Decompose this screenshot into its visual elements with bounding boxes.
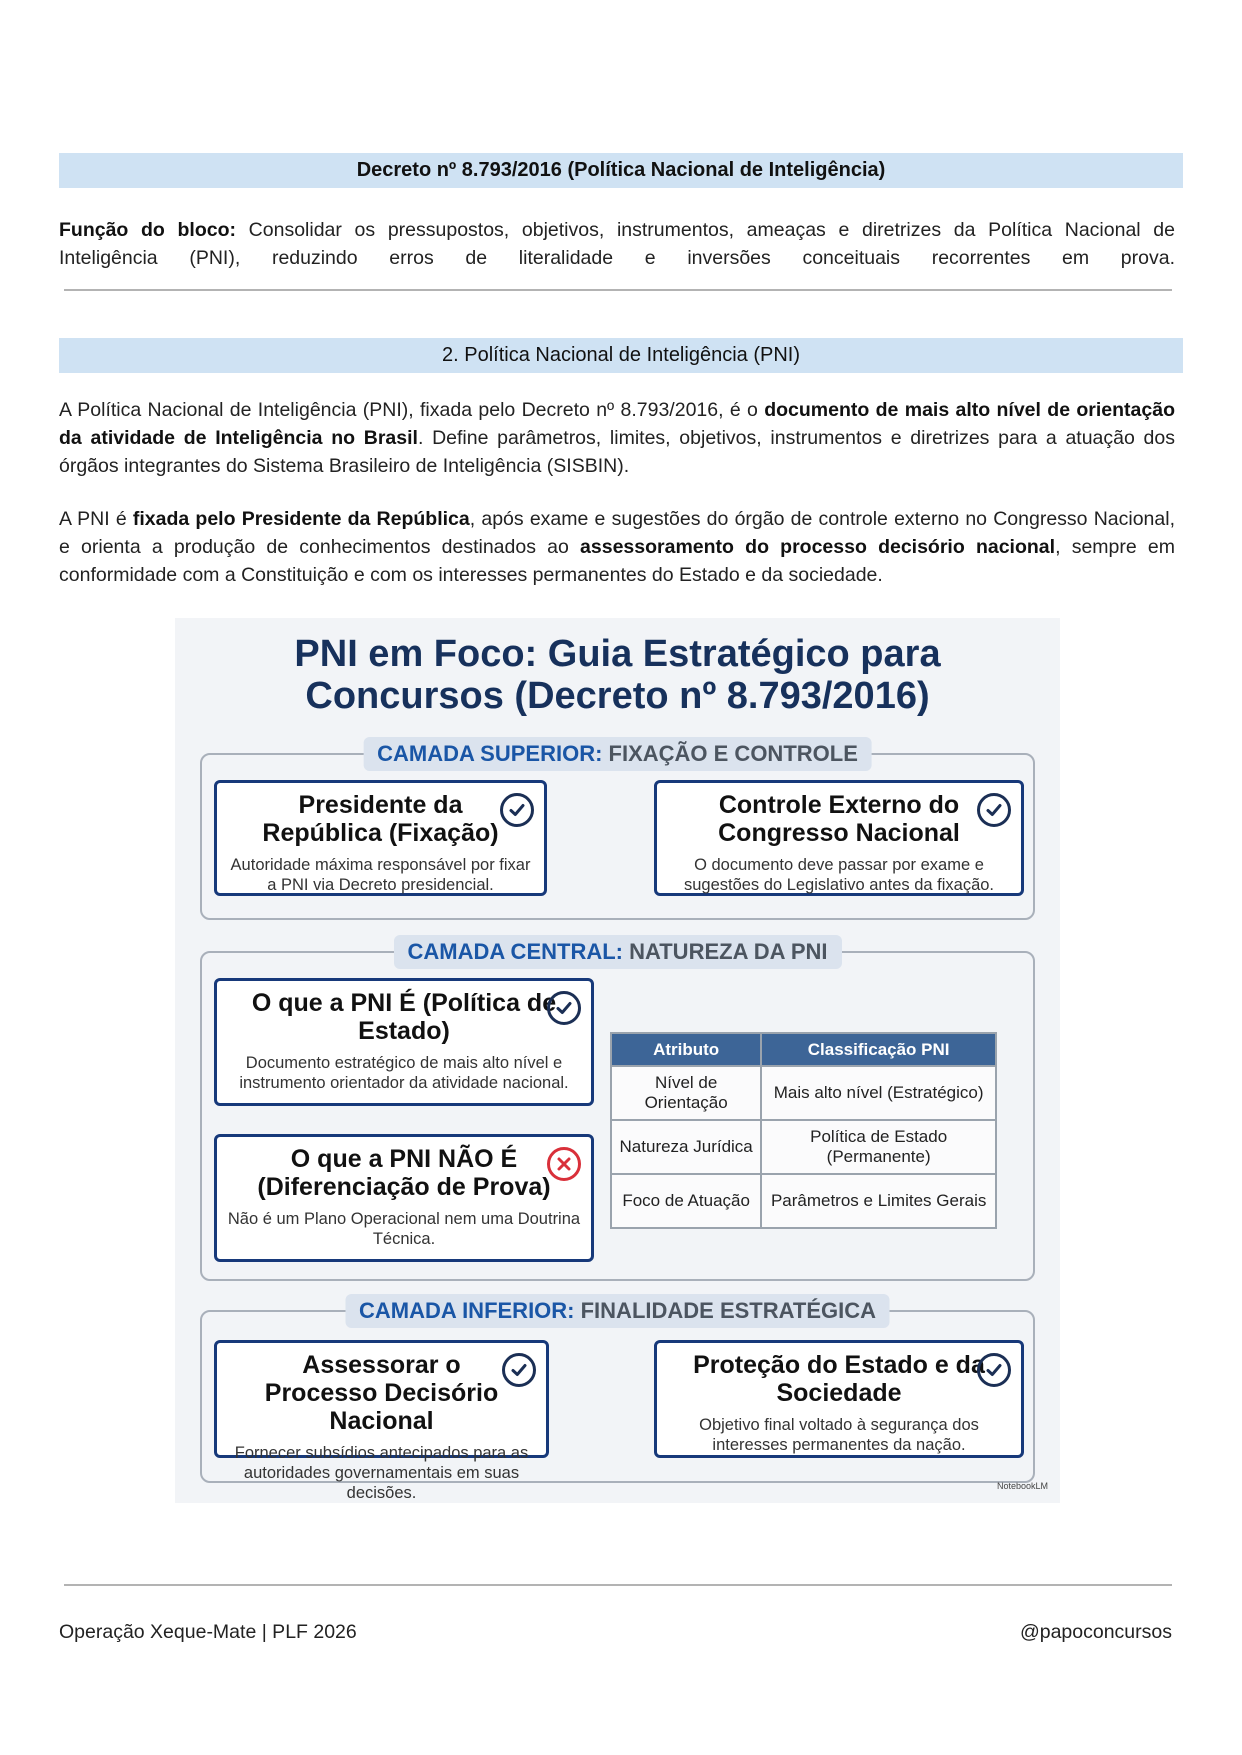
text-segment: , sempre em conformidade com a Constituição e com os interesses permanentes do Estado e da sociedade. bbox=[59, 536, 1175, 586]
card-title: Controle Externo do Congresso Nacional bbox=[718, 791, 960, 847]
footer-divider bbox=[64, 1584, 1172, 1586]
card-assessorar bbox=[214, 1340, 549, 1502]
layer-label bbox=[363, 737, 872, 771]
layer-central bbox=[200, 939, 1035, 1281]
funcao-text: Consolidar os pressupostos, objetivos, instrumentos, ameaças e diretrizes da Política Nacional de Inteligência (PNI), reduzindo erros de literalidade e inversões conceituais recorrentes em prova. bbox=[59, 219, 1175, 269]
card-pni-e bbox=[214, 978, 594, 1106]
card-controle-externo bbox=[654, 780, 1024, 896]
table-row bbox=[611, 1174, 996, 1228]
check-circle-icon bbox=[977, 793, 1011, 827]
table-cell: Parâmetros e Limites Gerais bbox=[761, 1174, 996, 1228]
card-desc: Autoridade máxima responsável por fixar a PNI via Decreto presidencial. bbox=[230, 856, 531, 894]
layer-label-strong: CAMADA INFERIOR: bbox=[359, 1298, 575, 1323]
footer-handle: @papoconcursos bbox=[1019, 1621, 1172, 1643]
pni-attributes-table bbox=[610, 1032, 997, 1229]
card-desc: Não é um Plano Operacional nem uma Doutrina Técnica. bbox=[227, 1210, 581, 1248]
section-title-decreto: Decreto nº 8.793/2016 (Política Nacional de Inteligência) bbox=[59, 153, 1183, 188]
table-cell: Natureza Jurídica bbox=[611, 1120, 761, 1174]
check-circle-icon bbox=[500, 793, 534, 827]
layer-label bbox=[345, 1294, 890, 1328]
check-circle-icon bbox=[502, 1353, 536, 1387]
text-bold: fixada pelo Presidente da República bbox=[132, 508, 470, 530]
card-desc: O documento deve passar por exame e sugestões do Legislativo antes da fixação. bbox=[683, 856, 995, 894]
check-circle-icon bbox=[547, 991, 581, 1025]
table-cell: Mais alto nível (Estratégico) bbox=[761, 1066, 996, 1120]
card-desc: Fornecer subsídios antecipados para as autoridades governamentais em suas decisões. bbox=[234, 1444, 529, 1502]
card-protecao bbox=[654, 1340, 1024, 1458]
text-segment: A Política Nacional de Inteligência (PNI), fixada pelo Decreto nº 8.793/2016, é o bbox=[59, 399, 765, 421]
text-bold: assessoramento do processo decisório nacional bbox=[580, 536, 1056, 558]
infographic-title bbox=[175, 633, 1060, 717]
card-title: O que a PNI É (Política de Estado) bbox=[251, 989, 557, 1045]
text-bold: documento de mais alto nível de orientação da atividade de Inteligência no Brasil bbox=[59, 399, 1175, 449]
layer-label-strong: CAMADA SUPERIOR: bbox=[377, 741, 603, 766]
divider bbox=[64, 289, 1172, 291]
table-cell: Nível de Orientação bbox=[611, 1066, 761, 1120]
pni-paragraph-2 bbox=[59, 505, 1175, 589]
card-title: Presidente da República (Fixação) bbox=[262, 791, 499, 847]
funcao-label: Função do bloco: bbox=[59, 219, 236, 241]
card-title: Proteção do Estado e da Sociedade bbox=[693, 1351, 985, 1407]
footer-title: Operação Xeque-Mate | PLF 2026 bbox=[59, 1621, 357, 1643]
title-line: Concursos (Decreto nº 8.793/2016) bbox=[305, 675, 930, 717]
card-title: Assessorar o Processo Decisório Nacional bbox=[264, 1351, 499, 1435]
title-line: PNI em Foco: Guia Estratégico para bbox=[294, 633, 941, 675]
funcao-paragraph bbox=[59, 216, 1175, 272]
layer-label-strong: CAMADA CENTRAL: bbox=[407, 939, 623, 964]
x-circle-icon bbox=[547, 1147, 581, 1181]
table-cell: Política de Estado (Permanente) bbox=[761, 1120, 996, 1174]
layer-label-rest: NATUREZA DA PNI bbox=[622, 939, 828, 964]
table-cell: Foco de Atuação bbox=[611, 1174, 761, 1228]
infographic bbox=[175, 618, 1060, 1503]
table-row bbox=[611, 1120, 996, 1174]
card-presidente bbox=[214, 780, 547, 896]
text-segment: , após exame e sugestões do órgão de controle externo no Congresso Nacional, e orienta a produção de conhecimentos destinados ao bbox=[59, 508, 1175, 558]
layer-label bbox=[393, 935, 841, 969]
column-header: Classificação PNI bbox=[761, 1033, 996, 1066]
card-desc: Objetivo final voltado à segurança dos interesses permanentes da nação. bbox=[699, 1416, 979, 1454]
card-title: O que a PNI NÃO É (Diferenciação de Prova) bbox=[257, 1145, 551, 1201]
card-desc: Documento estratégico de mais alto nível e instrumento orientador da atividade nacional. bbox=[239, 1054, 569, 1092]
pni-paragraph-1 bbox=[59, 396, 1175, 480]
text-segment: . Define parâmetros, limites, objetivos, instrumentos e diretrizes para a atuação dos órgãos integrantes do Sistema Brasileiro de Inteligência (SISBIN). bbox=[59, 427, 1175, 477]
card-pni-nao-e bbox=[214, 1134, 594, 1262]
table-header-row bbox=[611, 1033, 996, 1066]
notebooklm-credit: NotebookLM bbox=[996, 1481, 1048, 1491]
table-row bbox=[611, 1066, 996, 1120]
layer-superior bbox=[200, 741, 1035, 920]
section-title-pni: 2. Política Nacional de Inteligência (PNI) bbox=[59, 338, 1183, 373]
layer-label-rest: FINALIDADE ESTRATÉGICA bbox=[574, 1298, 876, 1323]
layer-label-rest: FIXAÇÃO E CONTROLE bbox=[602, 741, 858, 766]
column-header: Atributo bbox=[611, 1033, 761, 1066]
check-circle-icon bbox=[977, 1353, 1011, 1387]
text-segment: A PNI é bbox=[59, 508, 133, 530]
